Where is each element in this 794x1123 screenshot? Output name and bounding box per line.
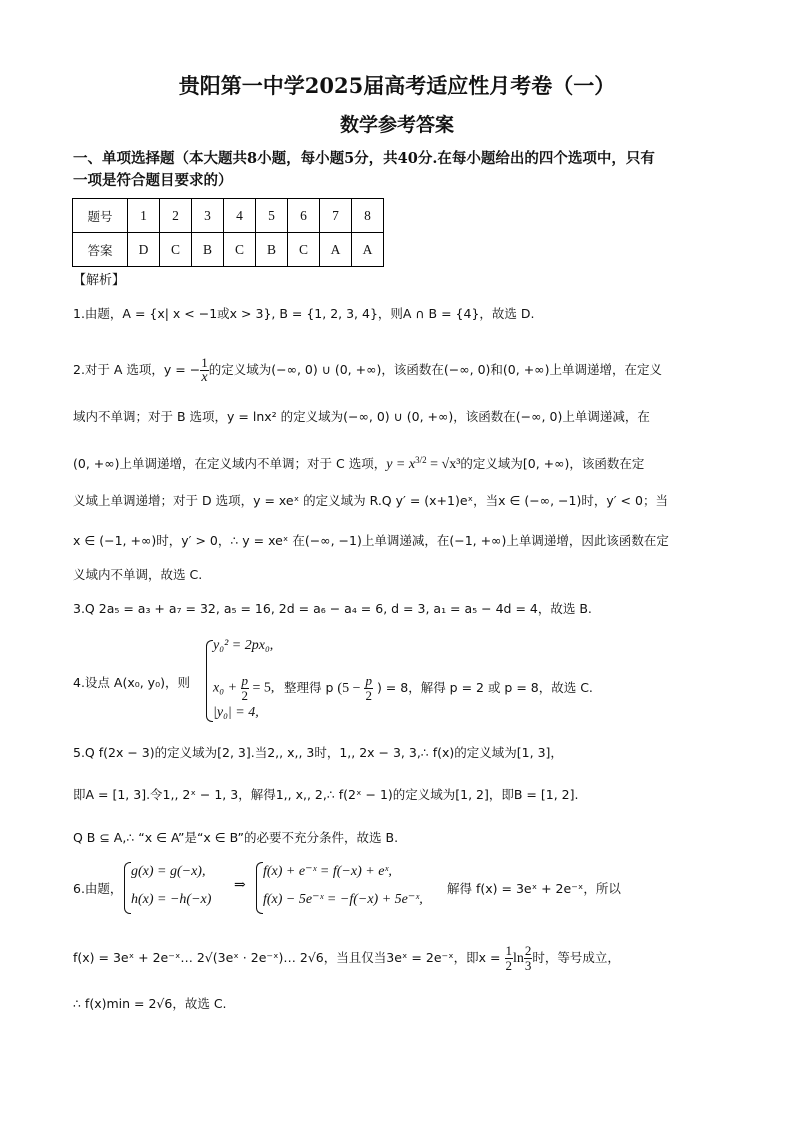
question-number-cell: 8 — [352, 199, 384, 233]
q2-solution-line3 — [73, 451, 733, 474]
page-subtitle: 数学参考答案 — [339, 114, 454, 136]
q4-eq2-b: = 5, — [252, 680, 275, 696]
q2-solution-line1 — [73, 356, 733, 385]
q2-line3-a: (0, +∞)上单调递增，在定义域内不单调；对于 C 选项， — [73, 456, 387, 472]
fraction-denominator: x — [201, 370, 208, 385]
fraction-denominator: 2 — [365, 688, 372, 703]
answer-cell: C — [224, 233, 256, 267]
answer-cell: C — [288, 233, 320, 267]
answer-cell: B — [256, 233, 288, 267]
q6-solution-line2 — [73, 944, 733, 973]
q6-brace-a — [124, 862, 131, 914]
q6-tail: 解得 f(x) = 3eˣ + 2e⁻ˣ，所以 — [447, 881, 621, 896]
question-number-cell: 7 — [320, 199, 352, 233]
q6-lead: 6.由题， — [73, 881, 123, 896]
q6-solution-line3: ∴ f(x)min = 2√6，故选 C. — [73, 996, 227, 1011]
section-heading-line2: 一项是符合题目要求的） — [73, 172, 233, 189]
question-number-cell: 5 — [256, 199, 288, 233]
question-number-cell: 3 — [192, 199, 224, 233]
q1-solution: 1.由题，A = {x| x < −1或x > 3}, B = {1, 2, 3, 4}，则A ∩ B = {4}，故选 D. — [73, 306, 535, 321]
q4-tail — [284, 674, 744, 703]
fraction-numerator: 2 — [524, 943, 532, 958]
section-heading — [73, 148, 733, 192]
q6-l2-c: 时，等号成立， — [532, 950, 620, 965]
section-heading-line1: 一、单项选择题（本大题共8小题，每小题5分，共40分.在每小题给出的四个选项中，只有 — [73, 150, 655, 167]
q2-line3-root: = √x³ — [426, 457, 461, 473]
q4-system-eq1: y₀² = 2px₀, — [213, 638, 274, 653]
q4-paren-a: (5 − — [337, 681, 361, 696]
q2-solution-line2: 域内不单调；对于 B 选项，y = lnx² 的定义域为(−∞, 0) ∪ (0, +∞)，该函数在(−∞, 0)上单调递减，在 — [73, 409, 650, 424]
q2-solution-line4: 义域上单调递增；对于 D 选项，y = xeˣ 的定义域为 R.Q y′ = (x+1)eˣ，当x ∈ (−∞, −1)时，y′ < 0；当 — [73, 493, 668, 508]
page-title: 贵阳第一中学2025届高考适应性月考卷（一） — [178, 73, 616, 98]
q6-system-a-eq2: h(x) = −h(−x) — [131, 892, 212, 907]
q6-ln: ln — [513, 951, 524, 966]
fraction-numerator: 1 — [505, 943, 512, 958]
fraction-one-half — [505, 944, 514, 973]
answer-cell: A — [352, 233, 384, 267]
answer-table — [72, 198, 384, 267]
fraction-numerator: p — [241, 673, 249, 688]
answer-cell: B — [192, 233, 224, 267]
fraction-p-over-2 — [364, 674, 373, 703]
q4-system-eq3: |y₀| = 4, — [213, 705, 259, 720]
q5-solution-line2: 即A = [1, 3].令1,, 2ˣ − 1, 3，解得1,, x,, 2,∴ f(2ˣ − 1)的定义域为[1, 2]，即B = [1, 2]. — [73, 787, 579, 802]
fraction-denominator: 2 — [241, 688, 249, 703]
q2-line3-power: y = x — [386, 457, 416, 473]
q6-brace-b — [256, 862, 263, 914]
q4-lead: 4.设点 A(x₀, y₀)，则 — [73, 675, 190, 690]
question-number-cell: 4 — [224, 199, 256, 233]
row-label-answer: 答案 — [73, 233, 128, 267]
question-number-cell: 1 — [128, 199, 160, 233]
q2-exponent: 3/2 — [415, 455, 427, 465]
q6-system-a-eq1: g(x) = g(−x), — [131, 864, 206, 879]
answer-cell: D — [128, 233, 160, 267]
question-number-cell: 6 — [288, 199, 320, 233]
answer-table-number-row — [73, 199, 384, 233]
question-number-cell: 2 — [160, 199, 192, 233]
fraction-numerator: p — [365, 673, 372, 688]
q2-solution-line5: x ∈ (−1, +∞)时，y′ > 0，∴ y = xeˣ 在(−∞, −1)上单调递减，在(−1, +∞)上单调递增，因此该函数在定 — [73, 533, 669, 548]
q2-solution-line6: 义域内不单调，故选 C. — [73, 567, 203, 582]
fraction-denominator: 3 — [524, 958, 532, 973]
q2-text-a: 2.对于 A 选项，y = − — [73, 362, 201, 377]
q6-implies-arrow: ⇒ — [234, 878, 246, 893]
q4-eq2-a: x₀ + — [213, 680, 238, 696]
fraction-one-over-x — [200, 356, 209, 385]
q6-system-b-eq2: f(x) − 5e⁻ˣ = −f(−x) + 5e⁻ˣ, — [263, 892, 423, 907]
analysis-label: 【解析】 — [73, 273, 126, 288]
q6-system-b-eq1: f(x) + e⁻ˣ = f(−x) + eˣ, — [263, 864, 392, 879]
q4-left-brace — [206, 640, 213, 722]
q3-solution: 3.Q 2a₅ = a₃ + a₇ = 32, a₅ = 16, 2d = a₆ − a₄ = 6, d = 3, a₁ = a₅ − 4d = 4，故选 B. — [73, 601, 592, 616]
q6-l2-a: f(x) = 3eˣ + 2e⁻ˣ… 2√(3eˣ · 2e⁻ˣ)… 2√6，当且仅当3eˣ = 2e⁻ˣ，即x = — [73, 950, 501, 965]
q4-system-eq2 — [213, 674, 274, 703]
fraction-p-over-2 — [241, 674, 250, 703]
fraction-denominator: 2 — [505, 958, 512, 973]
q4-paren-b: ) = 8，解得 p = 2 或 p = 8，故选 C. — [376, 680, 593, 695]
answer-cell: C — [160, 233, 192, 267]
answer-table-answer-row — [73, 233, 384, 267]
q2-text-b: 的定义域为(−∞, 0) ∪ (0, +∞)，该函数在(−∞, 0)和(0, +∞)上单调递增，在定义 — [208, 362, 662, 377]
q5-solution-line1: 5.Q f(2x − 3)的定义域为[2, 3].当2,, x,, 3时，1,, 2x − 3, 3,∴ f(x)的定义域为[1, 3]， — [73, 745, 563, 760]
fraction-numerator: 1 — [201, 355, 208, 370]
answer-cell: A — [320, 233, 352, 267]
q5-solution-line3: Q B ⊆ A,∴ “x ∈ A”是“x ∈ B”的必要不充分条件，故选 B. — [73, 830, 399, 845]
q4-mid: 整理得 p — [284, 680, 334, 695]
q2-line3-d: 的定义域为[0, +∞)，该函数在定 — [460, 456, 645, 472]
row-label-question-number: 题号 — [73, 199, 128, 233]
